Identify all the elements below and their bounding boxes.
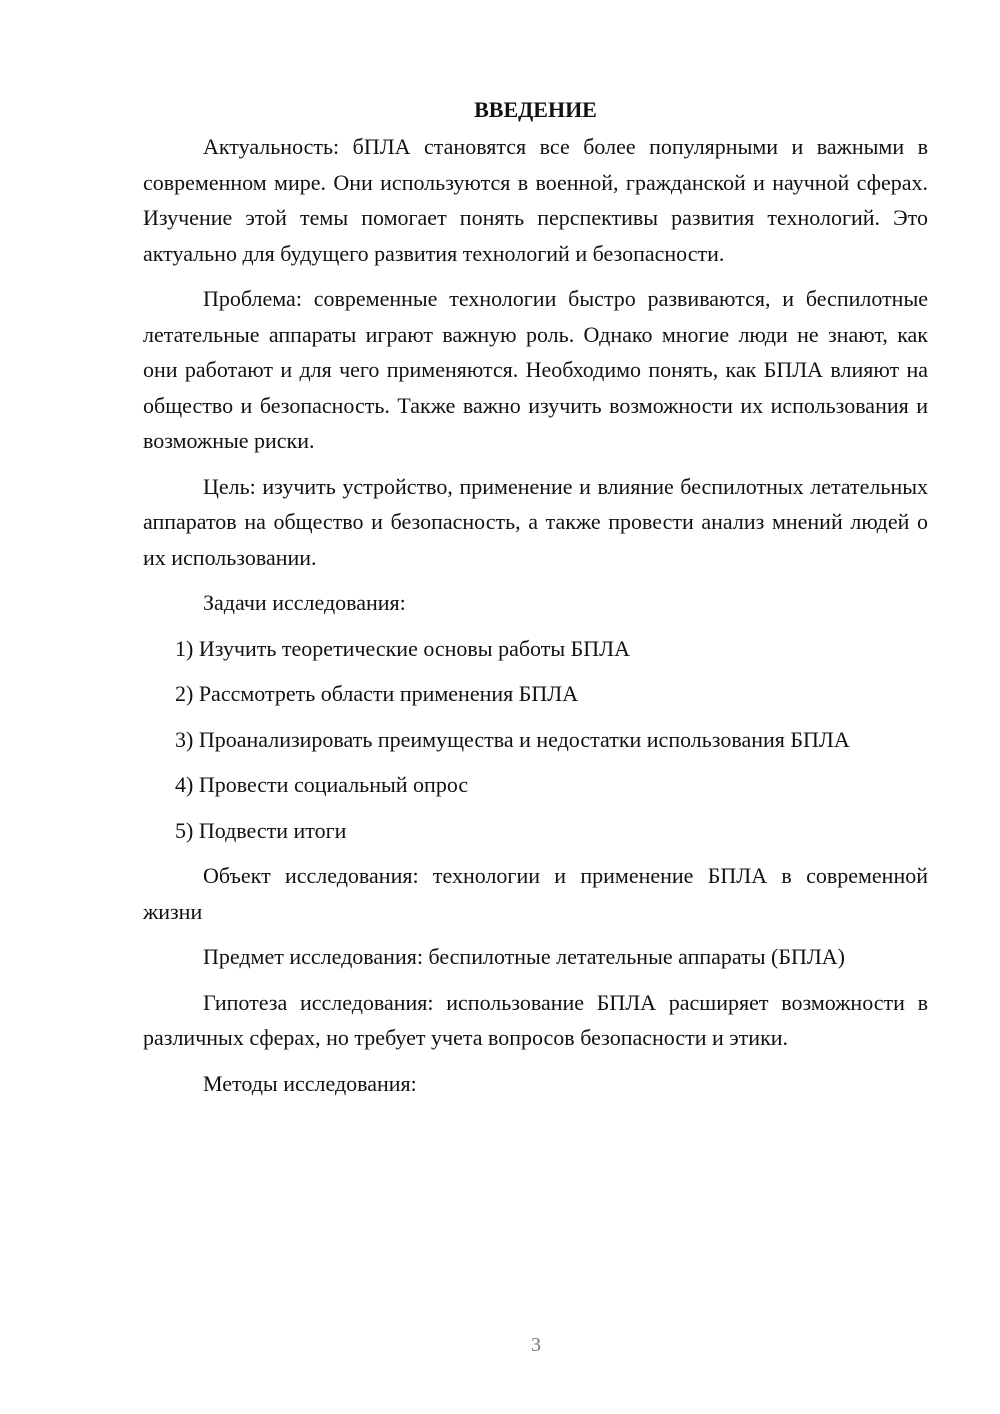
page-number: 3 [531, 1334, 541, 1356]
subject-paragraph: Предмет исследования: беспилотные летательные аппараты (БПЛА) [203, 944, 845, 969]
tasks-list [143, 631, 928, 849]
hypothesis-paragraph: Гипотеза исследования: использование БПЛА расширяет возможности в различных сферах, но требует учета вопросов безопасности и этики. [143, 989, 928, 1050]
problem-paragraph: Проблема: современные технологии быстро развиваются, и беспилотные летательные аппараты играют важную роль. Однако многие люди не знают, как они работают и для чего применяются. Необходимо понять, как БПЛА влияют на общество и безопасность. Также важно изучить возможности их использования и возможные риски. [143, 286, 928, 453]
methods-heading: Методы исследования: [203, 1070, 417, 1096]
goal-paragraph: Цель: изучить устройство, применение и влияние беспилотных летательных аппаратов на общество и безопасность, а также провести анализ мнений людей о их использовании. [143, 473, 928, 570]
task-item-5: 5) Подвести итоги [175, 817, 347, 843]
task-item-2: 2) Рассмотреть области применения БПЛА [175, 681, 579, 706]
task-item-3: 3) Проанализировать преимущества и недостатки использования БПЛА [175, 726, 850, 752]
section-title: ВВЕДЕНИЕ [474, 97, 597, 122]
task-item-4: 4) Провести социальный опрос [175, 772, 469, 797]
document-page [143, 95, 928, 1111]
tasks-heading: Задачи исследования: [203, 590, 406, 615]
object-paragraph: Объект исследования: технологии и применение БПЛА в современной жизни [143, 863, 928, 924]
relevance-paragraph: Актуальность: бПЛА становятся все более популярными и важными в современном мире. Они используются в военной, гражданской и научной сферах. Изучение этой темы помогает понять перспективы развития технологий. Это актуально для будущего развития технологий и безопасности. [143, 134, 928, 266]
task-item-1: 1) Изучить теоретические основы работы БПЛА [175, 635, 630, 661]
